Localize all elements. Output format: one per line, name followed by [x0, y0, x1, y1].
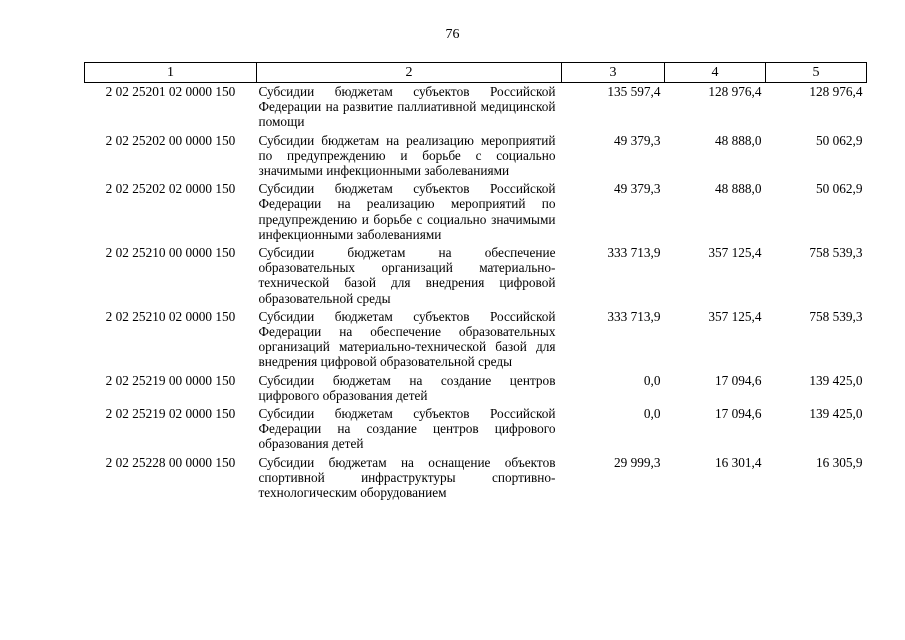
- table-row: [85, 406, 867, 455]
- column-header-5: 5: [766, 63, 867, 83]
- row-code: 2 02 25202 00 0000 150: [105, 132, 236, 148]
- table-row: [85, 455, 867, 504]
- column-header-1: 1: [85, 63, 257, 83]
- column-header-2: 2: [257, 63, 562, 83]
- row-value-3: 0,0: [643, 406, 661, 422]
- row-value-5: 16 305,9: [815, 454, 863, 470]
- row-value-3: 333 713,9: [607, 308, 661, 324]
- page-number: 76: [445, 27, 460, 42]
- row-value-3: 29 999,3: [613, 454, 661, 470]
- table-header-row: [85, 63, 867, 83]
- table-row: [85, 309, 867, 373]
- row-code: 2 02 25210 00 0000 150: [105, 245, 236, 261]
- row-value-4: 357 125,4: [708, 308, 762, 324]
- row-value-5: 50 062,9: [815, 181, 863, 197]
- row-code: 2 02 25210 02 0000 150: [105, 308, 236, 324]
- budget-table: [84, 62, 867, 503]
- row-name: Субсидии бюджетам субъектов Российской Федерации на создание центров цифрового образования детей: [258, 406, 556, 452]
- row-code: 2 02 25201 02 0000 150: [105, 84, 236, 99]
- row-value-4: 17 094,6: [714, 372, 762, 388]
- row-code: 2 02 25219 00 0000 150: [105, 372, 236, 388]
- column-header-4: 4: [665, 63, 766, 83]
- row-value-3: 0,0: [643, 372, 661, 388]
- table-row: [85, 83, 867, 133]
- row-value-5: 128 976,4: [809, 84, 863, 99]
- row-value-5: 758 539,3: [809, 245, 863, 261]
- table-row: [85, 133, 867, 182]
- row-value-3: 49 379,3: [613, 181, 661, 197]
- row-name: Субсидии бюджетам субъектов Российской Федерации на реализацию мероприятий по предупреждению и борьбе с социально значимыми инфекционными заболеваниями: [258, 181, 556, 242]
- row-value-3: 49 379,3: [613, 132, 661, 148]
- row-name: Субсидии бюджетам на создание центров цифрового образования детей: [258, 372, 556, 403]
- row-value-4: 16 301,4: [714, 454, 762, 470]
- column-header-3: 3: [562, 63, 665, 83]
- row-value-3: 135 597,4: [607, 84, 661, 99]
- row-name: Субсидии бюджетам на обеспечение образовательных организаций материально-технической базой для внедрения цифровой образовательной среды: [258, 245, 556, 306]
- row-name: Субсидии бюджетам на реализацию мероприятий по предупреждению и борьбе с социально значимыми инфекционными заболеваниями: [258, 132, 556, 179]
- row-value-4: 357 125,4: [708, 245, 762, 261]
- row-value-4: 17 094,6: [714, 406, 762, 422]
- row-code: 2 02 25219 02 0000 150: [105, 406, 236, 422]
- row-value-4: 48 888,0: [714, 132, 762, 148]
- row-name: Субсидии бюджетам субъектов Российской Федерации на развитие паллиативной медицинской помощи: [258, 84, 556, 130]
- row-value-5: 139 425,0: [809, 372, 863, 388]
- row-value-5: 50 062,9: [815, 132, 863, 148]
- row-code: 2 02 25202 02 0000 150: [105, 181, 236, 197]
- row-name: Субсидии бюджетам на оснащение объектов спортивной инфраструктуры спортивно-технологическим оборудованием: [258, 454, 556, 501]
- table-row: [85, 181, 867, 245]
- row-code: 2 02 25228 00 0000 150: [105, 454, 236, 470]
- row-name: Субсидии бюджетам субъектов Российской Федерации на обеспечение образовательных организаций материально-технической базой для внедрения цифровой образовательной среды: [258, 308, 556, 370]
- row-value-4: 128 976,4: [708, 84, 762, 99]
- table-row: [85, 245, 867, 309]
- table-row: [85, 373, 867, 406]
- row-value-3: 333 713,9: [607, 245, 661, 261]
- row-value-5: 139 425,0: [809, 406, 863, 422]
- row-value-4: 48 888,0: [714, 181, 762, 197]
- row-value-5: 758 539,3: [809, 308, 863, 324]
